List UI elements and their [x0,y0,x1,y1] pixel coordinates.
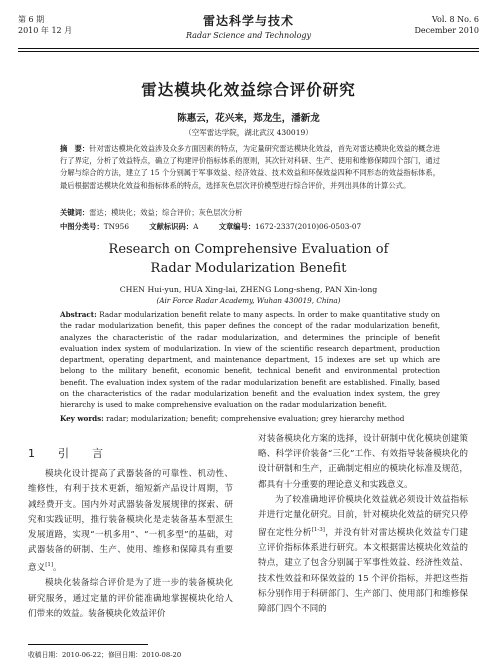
doc-code-block [149,222,198,231]
keywords-en-text: radar; modularization; benefit; comprehensive evaluation; grey hierarchy method [106,414,405,423]
header-volume-block [414,14,479,36]
abstract-en-label: Abstract: [60,310,97,319]
doc-code-value: A [193,222,199,231]
keywords-cn-text: 雷达；模块化；效益；综合评价；灰色层次分析 [89,208,243,217]
keywords-cn [60,208,440,218]
affiliation-cn: （空军雷达学院，湖北武汉 430019） [184,128,313,137]
footnote-rule [28,644,148,645]
abstract-en [60,309,440,411]
body-paragraph: 模块化装备综合评价是为了进一步的装备模块化研究服务，通过定量的评价能准确地掌握模块化给人们带来的效益。装备模块化效益评价 [28,578,233,619]
abstract-en-text: Radar modularization benefit relate to many aspects. In order to make quantitative study on the radar modularization benefit, this paper defines the concept of the radar modularization benefit, analyzes the characteristic of the radar modularization, and determines the principle of benefit evaluation index system of modularization. In view of the scientific research department, production department, operating department, and maintenance department, 15 indexes are set up which are belong to the military benefit, economic benefit, technical benefit and environmental protection benefit. The evaluation index system of the radar modularization benefit are established. Finally, based on the characteristics of the radar modularization benefit and the evaluation index system, the grey hierarchy is used to make comprehensive evaluation on the radar modularization benefit. [60,310,440,410]
title-en-line1: Research on Comprehensive Evaluation of [108,242,389,257]
abstract-cn [60,143,440,192]
keywords-cn-label: 关键词： [60,208,90,217]
authors-en: CHEN Hui-yun, HUA Xing-lai, ZHENG Long-sheng, PAN Xin-long [119,285,378,294]
keywords-en [60,414,440,423]
clc-value: TN956 [103,222,129,231]
affiliation-en: (Air Force Radar Academy, Wuhan 430019, China) [156,296,341,305]
section-heading: 1 引 言 [28,447,109,460]
clc-label: 中图分类号： [60,222,104,231]
article-number-block [219,222,361,231]
header-rule-thin [18,51,479,52]
title-en-line2: Radar Modularization Benefit [150,261,347,276]
header-rule [18,48,479,49]
journal-name-cn: 雷达科学与技术 [202,14,294,28]
article-number-value: 1672-2337(2010)06-0503-07 [255,222,362,231]
classification-line [60,222,440,232]
header-date-cn: 2010 年 12 月 [18,26,73,35]
header-volume: Vol. 8 No. 6 [432,15,479,24]
abstract-cn-text: 针对雷达模块化效益涉及众多方面因素的特点，为定量研究雷达模块化效益，首先对雷达模块化效益的概念进行了界定，分析了效益特点，确立了构建评价指标体系的原则，其次针对科研、生产、使用和维修保障四个部门，通过分解与综合的方法，建立了 15 个分别属于军事效益、经济效益、技术效益和环保效益四种不同形态的效益指标体系，最后根据雷达模块化效益和指标体系的特点，选择灰色层次评价模型进行综合评价，并列出具体的计算公式。 [60,144,440,190]
doc-code-label: 文献标识码： [149,222,194,231]
body-paragraph-text: 模块化设计提高了武器装备的可靠性、机动性、维修性，有利于技术更新，缩短新产品设计周期，节减经费开支。国内外对武器装备发展规律的探索、研究和实践证明，推行装备模块化是走装备基本型派生发展道路，实现“一机多用”、“一机多型”的基础，对武器装备的研制、生产、使用、维修和保障具有重要意义 [28,469,233,574]
paper-title-cn: 雷达模块化效益综合评价研究 [141,81,356,99]
footnote-received-date: 收稿日期：2010-06-22；修回日期：2010-08-20 [28,651,182,659]
body-right-column [258,432,468,617]
authors-cn: 陈惠云，花兴来，郑龙生，潘新龙 [177,113,320,124]
header-date-en: December 2010 [414,26,479,35]
journal-name-en: Radar Science and Technology [185,31,312,40]
body-paragraph-text: ，并没有针对雷达模块化效益专门建立评价指标体系进行研究。本文根据雷达模块化效益的特点，建立了包含分别属于军事性效益、经济性效益、技术性效益和环保效益的 15 个评价指标，并把这些指标分别作用于科研部门、生产部门、使用部门和维修保障部门四个不同的 [258,528,468,615]
citation: [1] [45,562,53,569]
citation: [1-3] [311,527,325,534]
keywords-en-label: Key words: [60,414,104,423]
body-paragraph: 对装备模块化方案的选择，设计研制中优化模块创建策略、科学评价装备“三化”工作、有效指导装备模块化的设计研制和生产，正确制定相应的模块化标准及规范，都具有十分重要的理论意义和实践意义。 [258,434,468,490]
body-paragraph [258,493,468,617]
body-paragraph-text: 为了较准确地评价模块化效益就必须设计效益指标并进行定量化研究。目前，针对模块化效益的研究只停留在定性分析 [258,494,468,539]
body-paragraph: 模块化设计提高了武器装备的可靠性、机动性、维修性，有利于技术更新，缩短新产品设计周期，节减经费开支。国内外对武器装备发展规律的探索、研究和实践证明，推行装备模块化是走装备基本型派生发展道路，实现“一机多用”、“一机多型”的基础，对武器装备的研制、生产、使用、维修和保障具有重要意义[1]。 [28,469,233,574]
abstract-cn-label: 摘 要： [60,144,90,153]
clc-block [60,222,129,231]
header-issue: 第 6 期 [18,15,45,24]
journal-header [18,8,479,48]
paper-title-en [0,240,497,278]
article-number-label: 文章编号： [218,222,256,231]
header-journal-block [18,12,479,40]
body-left-column [28,432,233,622]
